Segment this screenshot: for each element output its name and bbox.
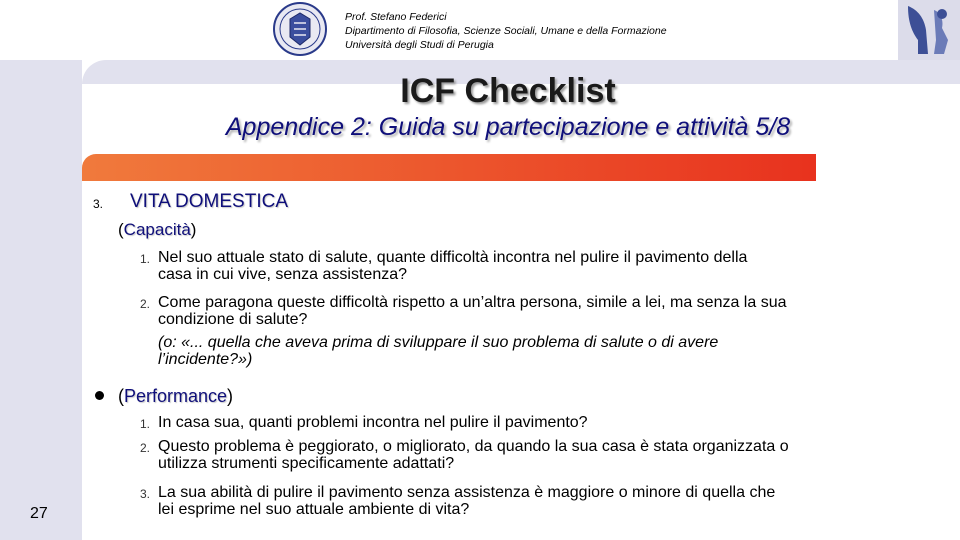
capacity-item-line: condizione di salute?	[158, 311, 308, 328]
capacity-label	[118, 220, 196, 240]
performance-item-number: 1.	[139, 417, 150, 431]
performance-item-number: 2.	[139, 441, 150, 455]
capacity-keyword: Capacità	[123, 220, 191, 239]
performance-label	[118, 386, 233, 407]
section-title: VITA DOMESTICA	[130, 191, 289, 212]
performance-item	[158, 484, 918, 518]
capacity-item	[158, 249, 918, 283]
performance-item-line: La sua abilità di pulire il pavimento senza assistenza è maggiore o minore di quella che	[158, 484, 776, 501]
performance-item-line: In casa sua, quanti problemi incontra nel pulire il pavimento?	[158, 414, 588, 431]
capacity-item-note: (o: «... quella che aveva prima di sviluppare il suo problema di salute o di avere	[158, 334, 719, 351]
performance-item-line: utilizza strumenti specificamente adattati?	[158, 455, 455, 472]
accent-bar	[82, 154, 816, 181]
performance-item-line: Questo problema è peggiorato, o migliorato, da quando la sua casa è stata organizzata o	[158, 438, 789, 455]
performance-item-number: 3.	[139, 487, 150, 501]
section-number: 3.	[93, 197, 104, 211]
affiliation-block	[345, 10, 667, 52]
department-logo-icon	[898, 0, 960, 60]
affiliation-department: Dipartimento di Filosofia, Scienze Sociali, Umane e della Formazione	[345, 25, 667, 37]
performance-bullet	[95, 391, 104, 400]
affiliation-author: Prof. Stefano Federici	[345, 11, 447, 23]
university-seal-icon	[263, 1, 337, 57]
slide-title: ICF Checklist	[400, 72, 616, 110]
capacity-item-note: l’incidente?»)	[158, 351, 253, 368]
performance-keyword: Performance	[124, 386, 228, 406]
capacity-open-paren: (	[118, 220, 124, 239]
page-number: 27	[30, 505, 48, 522]
performance-close-paren: )	[227, 386, 234, 406]
capacity-item-number: 2.	[139, 297, 150, 311]
performance-item	[158, 438, 918, 472]
slide-subtitle: Appendice 2: Guida su partecipazione e attività 5/8	[225, 113, 791, 141]
capacity-item-number: 1.	[139, 252, 150, 266]
performance-item-line: lei esprime nel suo attuale ambiente di vita?	[158, 501, 470, 518]
affiliation-university: Università degli Studi di Perugia	[345, 39, 494, 51]
capacity-item-line: casa in cui vive, senza assistenza?	[158, 266, 408, 283]
capacity-item-line: Nel suo attuale stato di salute, quante difficoltà incontra nel pulire il pavimento della	[158, 249, 748, 266]
capacity-item	[158, 294, 918, 368]
capacity-item-line: Come paragona queste difficoltà rispetto a un’altra persona, simile a lei, ma senza la sua	[158, 294, 787, 311]
performance-open-paren: (	[118, 386, 124, 406]
capacity-close-paren: )	[190, 220, 197, 239]
performance-item	[158, 414, 918, 431]
